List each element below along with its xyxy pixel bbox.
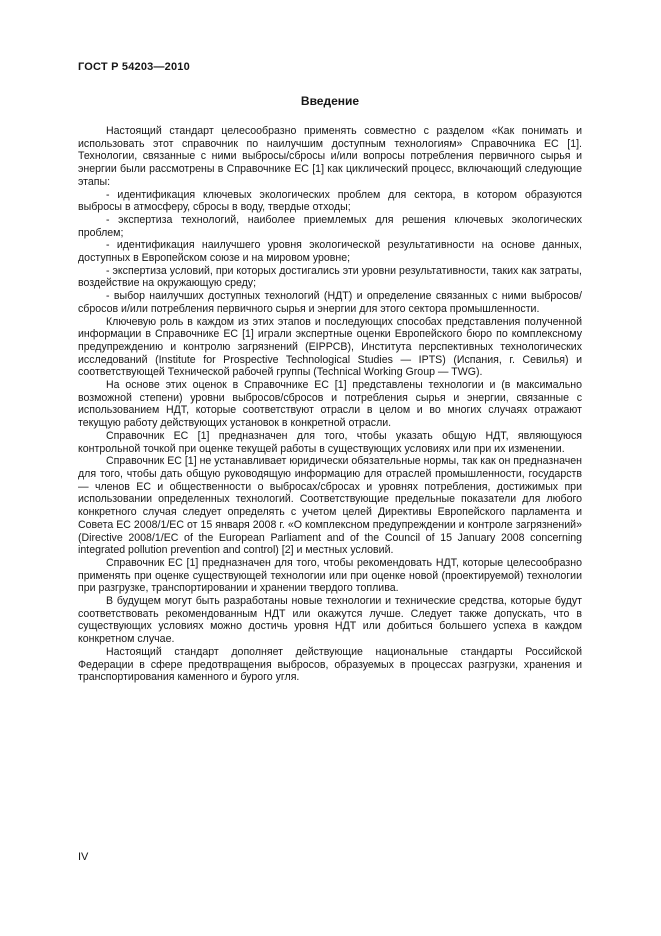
paragraph: Настоящий стандарт дополняет действующие национальные стандарты Российской Федерации в сфере предотвращения выбросов, образуемых в процессах разгрузки, хранения и транспортирования каменного и бурого угля. [78,645,582,684]
paragraph: Справочник ЕС [1] не устанавливает юридически обязательные нормы, так как он предназначен для того, чтобы дать общую руководящую информацию для отраслей промышленности, государств — членов ЕС и общественности о выбросах/сбросах и уровнях потребления, достижимых при использовании определенных технологий. Соответствующие предельные показатели для любого конкретного случая следует определять с учетом целей Директивы Европейского парламента и Совета ЕС 2008/1/ЕС от 15 января 2008 г. «О комплексном предупреждении и контроле загрязнений» (Directive 2008/1/EC of the European Parliament and of the Council of 15 January 2008 concerning integrated pollution prevention and control) [2] и местных условий. [78,455,583,557]
paragraph: В будущем могут быть разработаны новые технологии и технические средства, которые будут соответствовать рекомендованным НДТ или окажутся лучше. Следует также допускать, что в существующих условиях можно достичь уровня НДТ или добиться большего успеха в каждом конкретном случае. [78,595,582,646]
paragraph: На основе этих оценок в Справочнике ЕС [1] представлены технологии и (в максимально возможной степени) уровни выбросов/сбросов и потребления сырья и энергии, связанные с использованием НДТ, которые соответствуют отрасли в целом и во многих случаях отражают текущую работу действующих установок в конкретной отрасли. [78,379,582,430]
bullet-item: - экспертиза условий, при которых достигались эти уровни результативности, таких как затраты, воздействие на окружающую среду; [78,264,582,290]
bullet-item: - экспертиза технологий, наиболее приемлемых для решения ключевых экологических проблем; [78,213,582,239]
body-text [78,125,582,684]
bullet-item: - идентификация наилучшего уровня экологической результативности на основе данных, доступных в Европейском союзе и на мировом уровне; [78,239,582,265]
paragraph: Ключевую роль в каждом из этих этапов и последующих способах представления полученной информации в Справочнике ЕС [1] играли экспертные оценки Европейского бюро по комплексному предупреждению и контролю загрязнений (EIPPCB), Института перспективных технологических исследований (Institute for Prospective Technological Studies — IPTS) (Испания, г. Севилья) и соответствующей Технической рабочей группы (Technical Working Group — TWG). [78,315,582,379]
section-title: Введение [300,94,360,108]
page-number: IV [78,851,89,863]
paragraph: Справочник ЕС [1] предназначен для того, чтобы рекомендовать НДТ, которые целесообразно применять при оценке существующей технологии или при оценке новой (проектируемой) технологии при разгрузке, транспортировании и хранении твердого топлива. [78,556,582,595]
paragraph: Справочник ЕС [1] предназначен для того, чтобы указать общую НДТ, являющуюся контрольной точкой при оценке текущей работы в существующих условиях или при их изменении. [78,429,582,455]
bullet-item: - идентификация ключевых экологических проблем для сектора, в котором образуются выбросы в атмосферу, сбросы в воду, твердые отходы; [78,188,582,214]
paragraph: Настоящий стандарт целесообразно применять совместно с разделом «Как понимать и использовать этот справочник по наилучшим доступным технологиям» Справочника ЕС [1]. Технологии, связанные с ними выбросы/сбросы и/или вопросы потребления первичного сырья и энергии были рассмотрены в Справочнике ЕС [1] как циклический процесс, включающий следующие этапы: [78,125,582,188]
bullet-item: - выбор наилучших доступных технологий (НДТ) и определение связанных с ними выбросов/сбросов и/или потребления первичного сырья и энергии для этого сектора промышленности. [78,290,582,315]
standard-designation: ГОСТ Р 54203—2010 [78,61,190,73]
